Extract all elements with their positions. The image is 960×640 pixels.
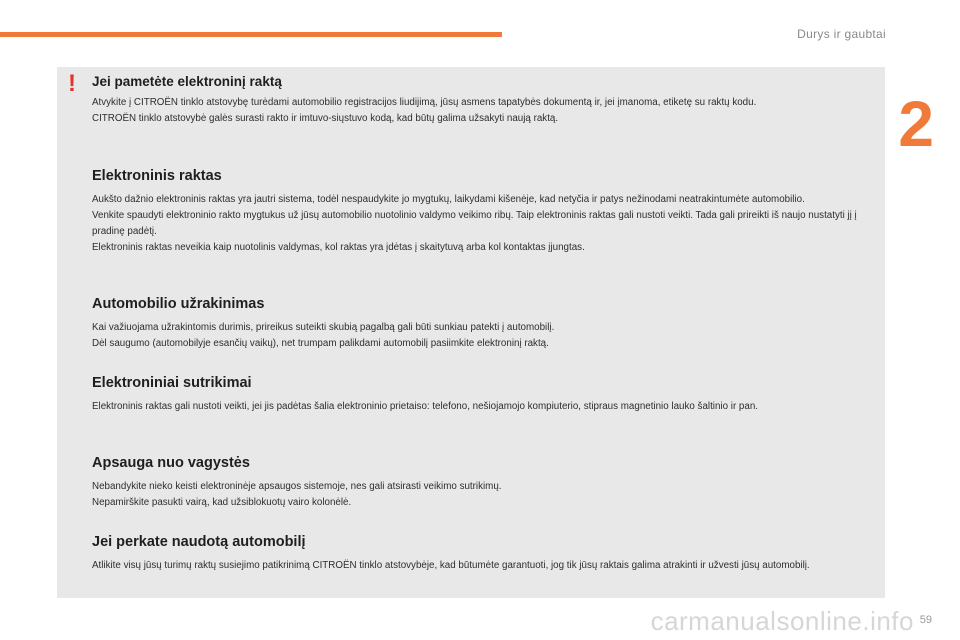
chapter-number: 2 bbox=[898, 88, 934, 160]
section-electronic-key bbox=[92, 168, 874, 256]
warning-exclamation-icon: ! bbox=[68, 70, 76, 97]
section-paragraph: Elektroninis raktas gali nustoti veikti, jei jis padėtas šalia elektroninio prietaiso: telefono, nešiojamojo kompiuterio, stipraus magnetinio lauko šaltinio ir pan. bbox=[92, 401, 758, 412]
section-paragraph: Atlikite visų jūsų turimų raktų susiejimo patikrinimą CITROËN tinklo atstovybėje, kad būtumėte garantuoti, jog tik jūsų raktais galima atrakinti ir užvesti jūsų automobilį. bbox=[92, 560, 810, 571]
watermark: carmanualsonline.info bbox=[650, 606, 914, 636]
section-electronic-faults bbox=[92, 375, 874, 415]
section-paragraph: Elektroninis raktas neveikia kaip nuotolinis valdymas, kol raktas yra įdėtas į skaitytuvą arba kol kontaktas įjungtas. bbox=[92, 242, 585, 253]
section-paragraph: Dėl saugumo (automobilyje esančių vaikų), net trumpam palikdami automobilį pasiimkite elektroninį raktą. bbox=[92, 338, 549, 349]
section-title: Elektroniniai sutrikimai bbox=[92, 375, 252, 391]
section-lost-key bbox=[92, 74, 874, 127]
section-paragraph: Nepamirškite pasukti vairą, kad užsiblokuotų vairo kolonėlė. bbox=[92, 497, 352, 508]
page-number: 59 bbox=[919, 614, 932, 626]
section-title: Jei pametėte elektroninį raktą bbox=[92, 74, 282, 89]
section-paragraph: Venkite spaudyti elektroninio rakto mygtukus už jūsų automobilio nuotolinio valdymo veikimo ribų. Taip elektroninis raktas gali nustoti veikti. Tada gali prireikti iš naujo nustatyti jį į pradinę padėtį. bbox=[92, 210, 857, 237]
section-vehicle-locking bbox=[92, 296, 874, 352]
section-paragraph: Kai važiuojama užrakintomis durimis, prireikus suteikti skubią pagalbą gali būti sunkiau patekti į automobilį. bbox=[92, 322, 555, 333]
section-title: Automobilio užrakinimas bbox=[92, 296, 265, 312]
section-paragraph: CITROËN tinklo atstovybė galės surasti rakto ir imtuvo-siųstuvo kodą, kad būtų galima užsakyti naują raktą. bbox=[92, 113, 559, 124]
section-anti-theft bbox=[92, 455, 874, 511]
section-paragraph: Atvykite į CITROËN tinklo atstovybę turėdami automobilio registracijos liudijimą, jūsų asmens tapatybės dokumentą ir, jei įmanoma, etiketę su raktų kodu. bbox=[92, 97, 757, 108]
section-used-vehicle bbox=[92, 534, 874, 574]
header-title: Durys ir gaubtai bbox=[797, 27, 886, 41]
header-accent-bar bbox=[0, 32, 502, 37]
section-paragraph: Aukšto dažnio elektroninis raktas yra jautri sistema, todėl nespaudykite jo mygtukų, laikydami kišenėje, kad netyčia ir patys nežinodami neatrakintumėte automobilio. bbox=[92, 194, 805, 205]
section-title: Elektroninis raktas bbox=[92, 168, 222, 184]
section-title: Jei perkate naudotą automobilį bbox=[92, 534, 306, 550]
section-title: Apsauga nuo vagystės bbox=[92, 455, 250, 471]
section-paragraph: Nebandykite nieko keisti elektroninėje apsaugos sistemoje, nes gali atsirasti veikimo sutrikimų. bbox=[92, 481, 502, 492]
